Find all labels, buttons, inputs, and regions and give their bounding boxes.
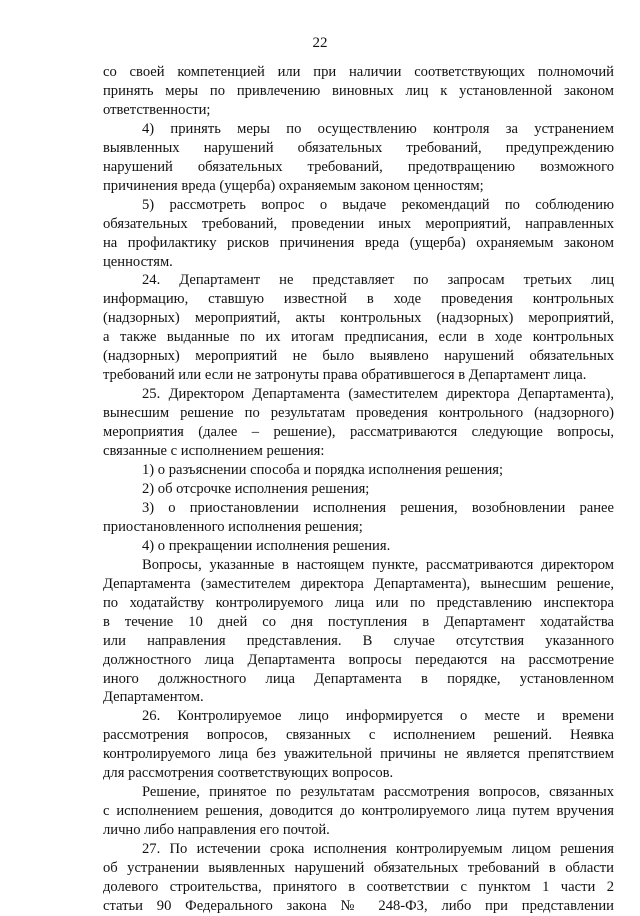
text-line: статьи 90 Федерального закона № 248-ФЗ, либо при представлении [103, 897, 614, 914]
text-line: требований или если не затронуты права обратившегося в Департамент лица. [103, 367, 587, 384]
text-line: ответственности; [103, 101, 211, 118]
text-line: приостановленного исполнения решения; [103, 518, 363, 535]
text-line: Решение, принятое по результатам рассмотрения вопросов, связанных [142, 784, 614, 801]
text-line: должностного лица Департамента вопросы передаются на рассмотрение [103, 651, 614, 668]
text-line: 2) об отсрочке исполнения решения; [142, 480, 370, 497]
text-line: об устранении выявленных нарушений обязательных требований в области [103, 860, 614, 877]
text-line: в течение 10 дней со дня поступления в Департамент ходатайства [103, 613, 614, 630]
text-line: на профилактику рисков причинения вреда (ущерба) охраняемым законом [103, 234, 614, 251]
text-line: принять меры по привлечению виновных лиц к установленной законом [103, 82, 614, 99]
text-line: ценностям. [103, 253, 173, 270]
text-line: мероприятия (далее – решение), рассматриваются следующие вопросы, [103, 424, 614, 441]
text-line: рассмотрения вопросов, связанных с исполнением решений. Неявка [103, 727, 614, 744]
text-line: причинения вреда (ущерба) охраняемым законом ценностям; [103, 177, 484, 194]
text-line: 25. Директором Департамента (заместителем директора Департамента), [142, 386, 614, 403]
text-line: вынесшим решение по результатам проведения контрольного (надзорного) [103, 405, 614, 422]
text-line: 24. Департамент не представляет по запросам третьих лиц [142, 272, 614, 289]
text-line: Вопросы, указанные в настоящем пункте, рассматриваются директором [142, 556, 614, 573]
text-line: по ходатайству контролируемого лица или по представлению инспектора [103, 594, 614, 611]
text-line: или направления представления. В случае отсутствия указанного [103, 632, 614, 649]
text-line: 3) о приостановлении исполнения решения, возобновлении ранее [142, 499, 614, 516]
text-line: 4) принять меры по осуществлению контроля за устранением [142, 120, 614, 137]
text-line: со своей компетенцией или при наличии соответствующих полномочий [103, 64, 614, 80]
document-body [103, 63, 614, 916]
text-line: 1) о разъяснении способа и порядка исполнения решения; [142, 462, 504, 479]
text-line: иного должностного лица Департамента в порядке, установленном [103, 670, 614, 687]
text-line: с исполнением решения, доводится до контролируемого лица путем вручения [103, 803, 614, 820]
text-line: нарушений обязательных требований, предотвращению возможного [103, 158, 614, 175]
text-line: (надзорных) мероприятий, акты контрольных (надзорных) мероприятий, [103, 310, 614, 327]
text-line: 5) рассмотреть вопрос о выдаче рекомендаций по соблюдению [142, 196, 614, 213]
text-line: обязательных требований, проведении иных мероприятий, направленных [103, 215, 614, 232]
text-line: 26. Контролируемое лицо информируется о месте и времени [142, 708, 614, 725]
text-line: 4) о прекращении исполнения решения. [142, 537, 391, 554]
text-line: информацию, ставшую известной в ходе проведения контрольных [103, 291, 614, 308]
text-line: Департамента (заместителем директора Департамента), вынесшим решение, [103, 575, 614, 592]
page-number: 22 [312, 35, 328, 51]
text-line: выявленных нарушений обязательных требований, предупреждению [103, 139, 614, 156]
text-line: для рассмотрения соответствующих вопросов. [103, 765, 394, 782]
text-line: 27. По истечении срока исполнения контролируемым лицом решения [142, 841, 614, 858]
text-line: долевого строительства, принятого в соответствии с пунктом 1 части 2 [103, 878, 614, 895]
text-line: контролируемого лица без уважительной причины не является препятствием [103, 746, 614, 763]
text-line: Департаментом. [103, 689, 204, 706]
text-line: лично либо направления его почтой. [103, 822, 330, 839]
text-line: связанные с исполнением решения: [103, 443, 325, 460]
text-line: (надзорных) мероприятий не было выявлено нарушений обязательных [103, 348, 614, 365]
text-line: а также выданные по их итогам предписания, если в ходе контрольных [103, 329, 614, 346]
